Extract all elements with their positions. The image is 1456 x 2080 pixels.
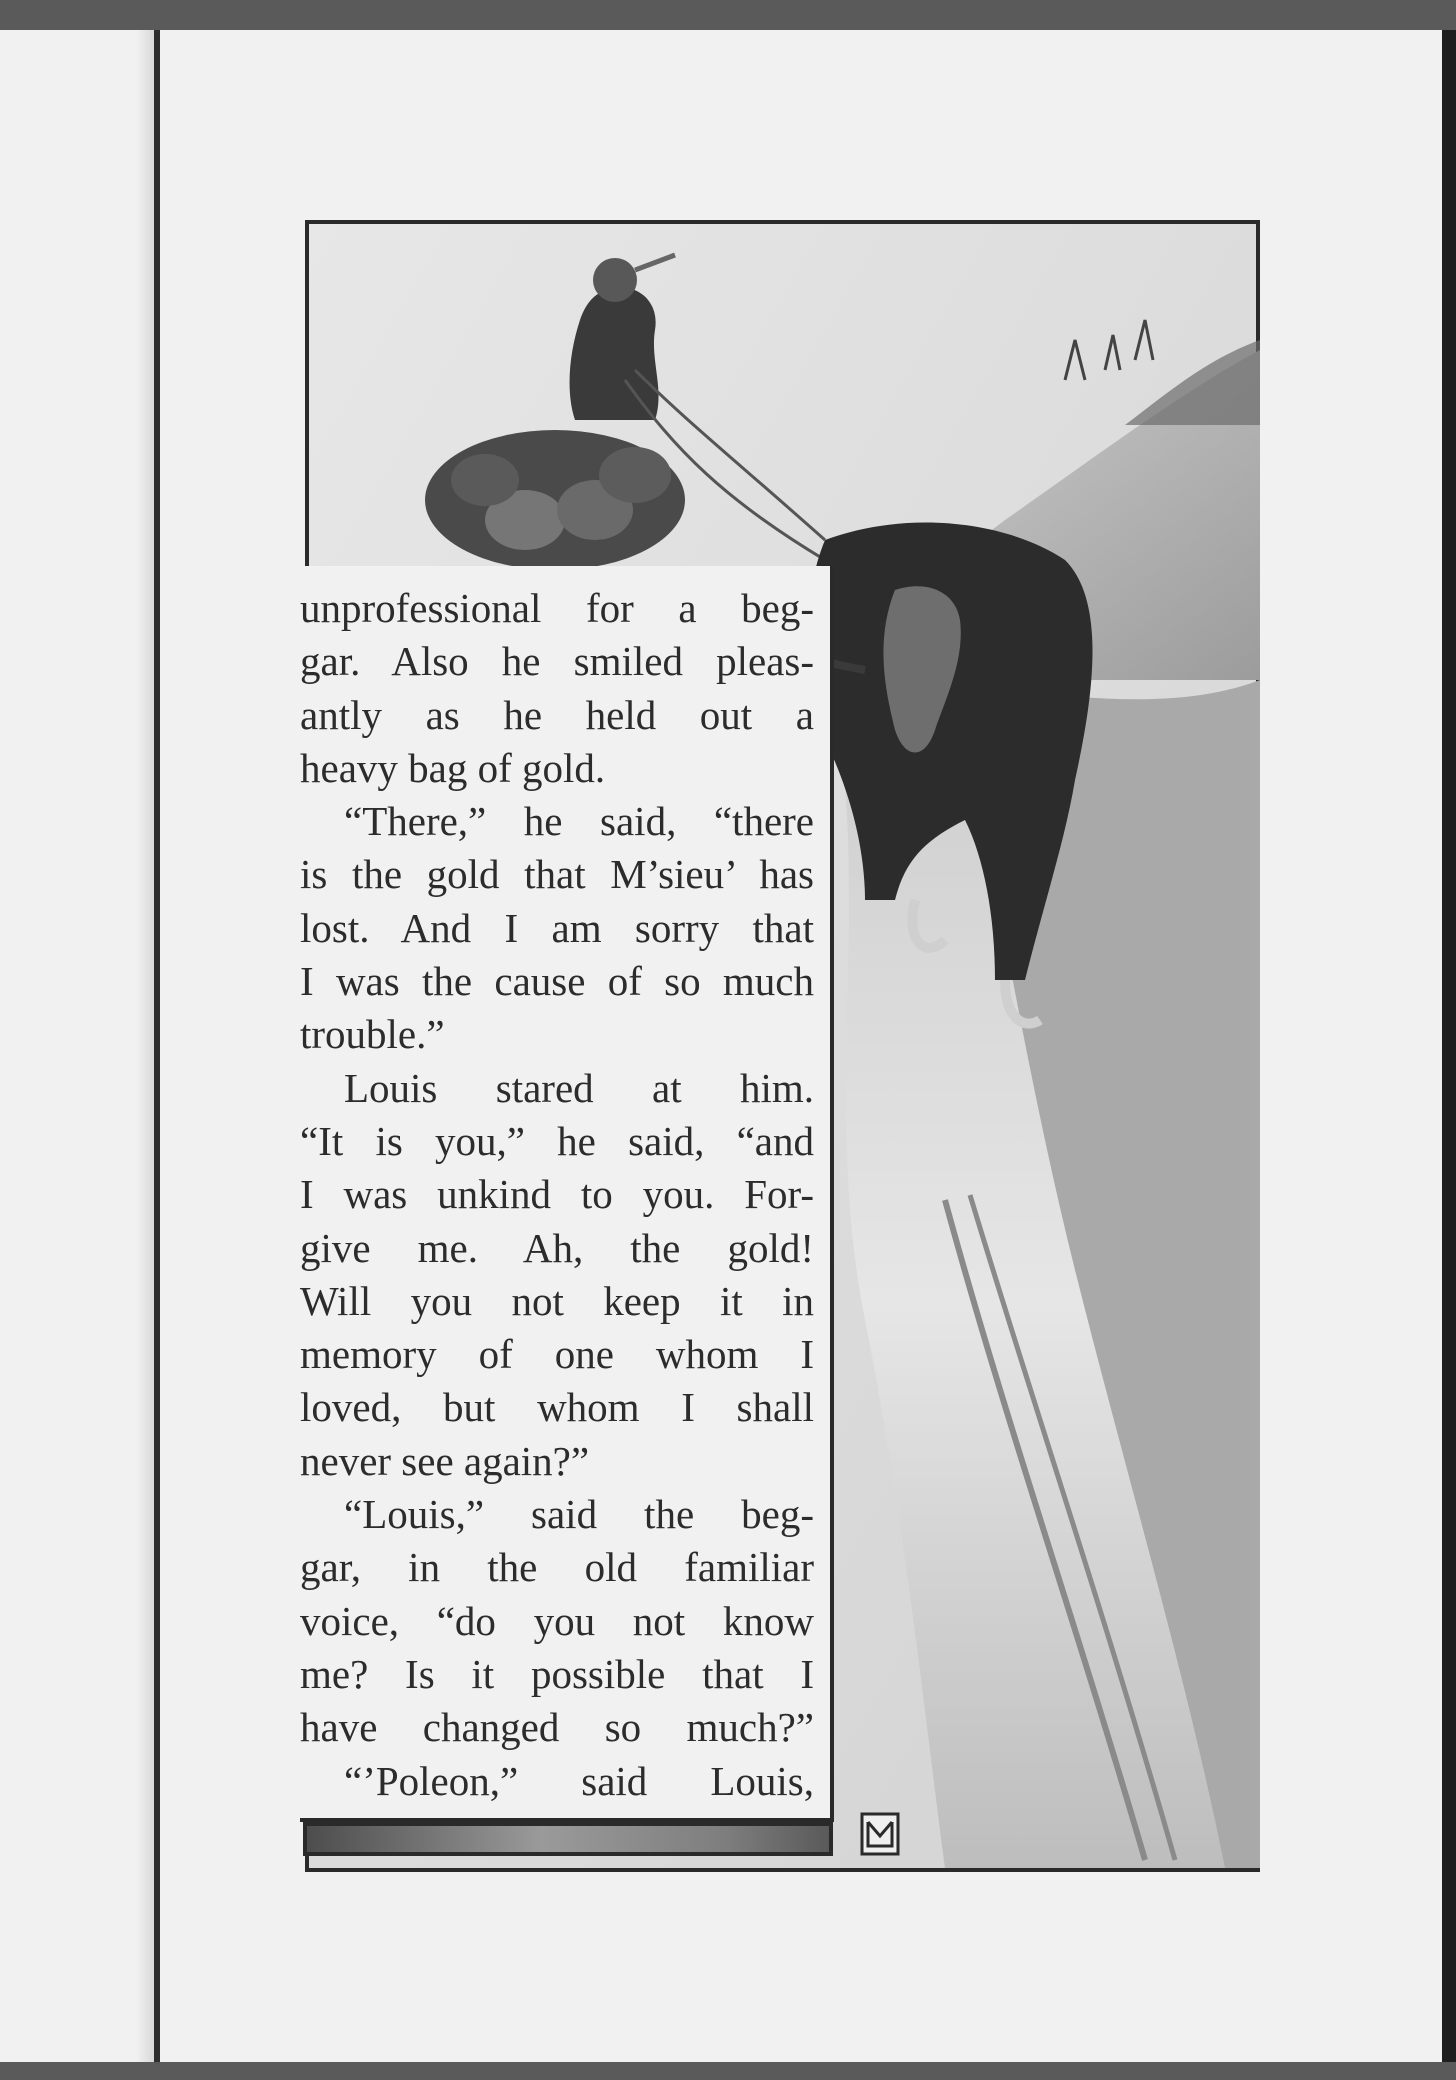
text-line: Louis stared at him. xyxy=(344,1064,814,1111)
text-line: “’Poleon,” said Louis, xyxy=(344,1757,814,1804)
text-line: gar. Also he smiled pleas- xyxy=(300,638,814,685)
text-line: I was the cause of so much xyxy=(300,958,814,1005)
frame-bottom-band xyxy=(303,1822,833,1856)
monogram-icon xyxy=(860,1812,900,1856)
page-gutter xyxy=(154,30,160,2066)
text-line: loved, but whom I shall xyxy=(300,1384,814,1431)
text-line: Will you not keep it in xyxy=(300,1277,814,1324)
text-line: gar, in the old familiar xyxy=(300,1544,814,1591)
text-line: antly as he held out a xyxy=(300,691,814,738)
text-line: lost. And I am sorry that xyxy=(300,904,814,951)
story-text xyxy=(300,582,814,1808)
scan-bottom-edge xyxy=(0,2062,1456,2080)
text-line: me? Is it possible that I xyxy=(300,1650,814,1697)
text-line: I was unkind to you. For- xyxy=(300,1171,814,1218)
text-line: trouble.” xyxy=(300,1011,445,1058)
scan-right-edge xyxy=(1442,30,1456,2066)
text-line: unprofessional for a beg- xyxy=(300,585,814,631)
text-panel xyxy=(300,566,834,1822)
text-line: is the gold that M’sieu’ has xyxy=(300,851,814,898)
text-line: have changed so much?” xyxy=(300,1704,814,1751)
text-line: give me. Ah, the gold! xyxy=(300,1224,814,1271)
text-line: heavy bag of gold. xyxy=(300,744,606,791)
page-gutter-shadow xyxy=(136,30,154,2066)
text-line: memory of one whom I xyxy=(300,1331,814,1378)
text-line: never see again?” xyxy=(300,1437,590,1484)
text-line: voice, “do you not know xyxy=(300,1597,814,1644)
text-line: “Louis,” said the beg- xyxy=(344,1491,814,1538)
text-line: “There,” he said, “there xyxy=(344,798,814,845)
text-line: “It is you,” he said, “and xyxy=(300,1117,814,1164)
